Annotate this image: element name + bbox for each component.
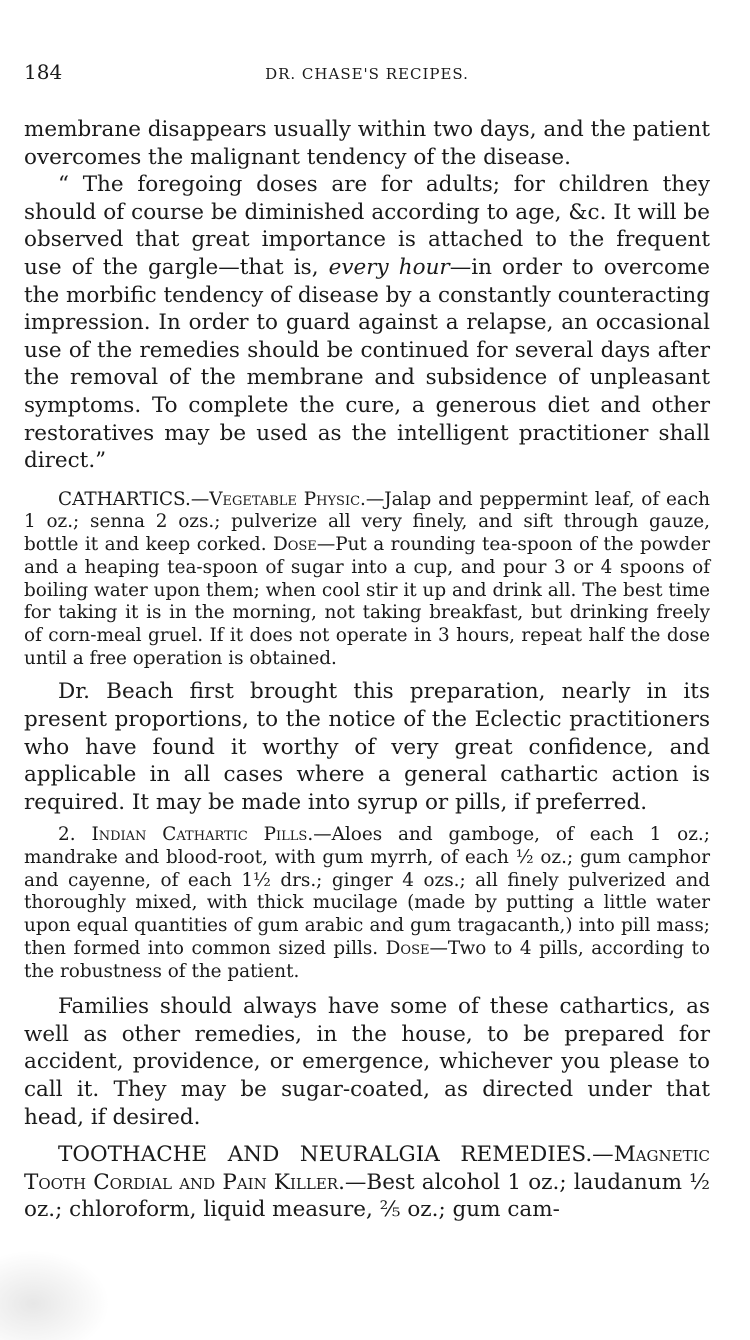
recipe-directions: —Put a rounding tea-spoon of the powder and a heaping tea-spoon of sugar into a cup, and pour 3 or 4 spoons of boiling water upon them; when cool stir it up and drink all. The best time for taking it is in the morning, not taking breakfast, but drinking freely of corn-meal gruel. If it does not operate in 3 hours, repeat half the dose until a free operation is obtained. bbox=[24, 534, 710, 669]
recipe-title-tooth-cordial: Magnetic Tooth Cordial and Pain Killer. bbox=[24, 1142, 710, 1195]
recipe-directions: —Two to 4 pills, according to the robustness of the patient. bbox=[24, 937, 710, 982]
recipe-ingredients: —Aloes and gamboge, of each 1 oz.; mandrake and blood-root, with gum myrrh, of each ½ oz.; gum camphor and cayenne, of each 1½ drs.; ginger 4 ozs.; all finely pulverized and thoroughly mixed, with thick mucilage (made by putting a little water upon equal quantities of gum arabic and gum tragacanth,) into pill mass; then formed into common sized pills. bbox=[24, 824, 710, 959]
quotation-text-start: “ The foregoing doses are for adults; for children they should of course be diminished according to age, &c. It will be observed that great importance is attached to the frequent use of the gargle—that is, bbox=[24, 172, 710, 280]
page-number: 184 bbox=[24, 60, 63, 84]
recipe-magnetic-tooth-cordial bbox=[24, 1141, 710, 1224]
paragraph-families: Families should always have some of these cathartics, as well as other remedies, in the house, to be prepared for accident, providence, or emergence, whichever you please to call it. They may be sugar-coated, as directed under that head, if desired. bbox=[24, 994, 710, 1130]
paragraph-continuation: membrane disappears usually within two days, and the patient overcomes the malignant tendency of the disease. bbox=[24, 117, 710, 170]
emphasis-every-hour: every hour bbox=[328, 254, 450, 280]
dose-label: Dose bbox=[273, 534, 317, 556]
running-head: DR. CHASE'S RECIPES. bbox=[265, 65, 469, 83]
paragraph-dr-beach: Dr. Beach first brought this preparation, nearly in its present proportions, to the notice of the Eclectic practitioners who have found it worthy of very great confidence, and applicable in all cases where a general cathartic action is required. It may be made into syrup or pills, if preferred. bbox=[24, 679, 710, 815]
recipe-ingredients: —Best alcohol 1 oz.; laudanum ½ oz.; chloroform, liquid measure, ⅖ oz.; gum cam- bbox=[24, 1169, 710, 1223]
recipe-title-vegetable-physic: Vegetable Physic. bbox=[209, 488, 366, 510]
recipe-vegetable-physic bbox=[24, 489, 710, 671]
recipe-title-indian-cathartic-pills: Indian Cathartic Pills. bbox=[91, 824, 314, 846]
recipe-ingredients: —Jalap and peppermint leaf, of each 1 oz.; senna 2 ozs.; pulverize all very finely, and sift through gauze, bottle it and keep corked. bbox=[24, 488, 710, 556]
section-heading-cathartics: CATHARTICS.— bbox=[58, 488, 210, 510]
book-page bbox=[24, 0, 710, 1223]
recipe-indian-cathartic-pills bbox=[24, 824, 710, 983]
page-header bbox=[24, 0, 710, 84]
recipe-number: 2. bbox=[58, 824, 92, 846]
section-heading-toothache: TOOTHACHE AND NEURALGIA REMEDIES.— bbox=[58, 1142, 614, 1168]
paragraph-quotation bbox=[24, 171, 710, 475]
page-body bbox=[24, 116, 710, 1224]
dose-label: Dose bbox=[385, 937, 430, 959]
page-smudge bbox=[0, 1250, 110, 1340]
quotation-text-end: —in order to overcome the morbific tendency of disease by a constantly counteracting impression. In order to guard against a relapse, an occasional use of the remedies should be continued for several days after the removal of the membrane and subsidence of unpleasant symptoms. To complete the cure, a generous diet and other restoratives may be used as the intelligent practitioner shall direct.” bbox=[24, 254, 710, 474]
